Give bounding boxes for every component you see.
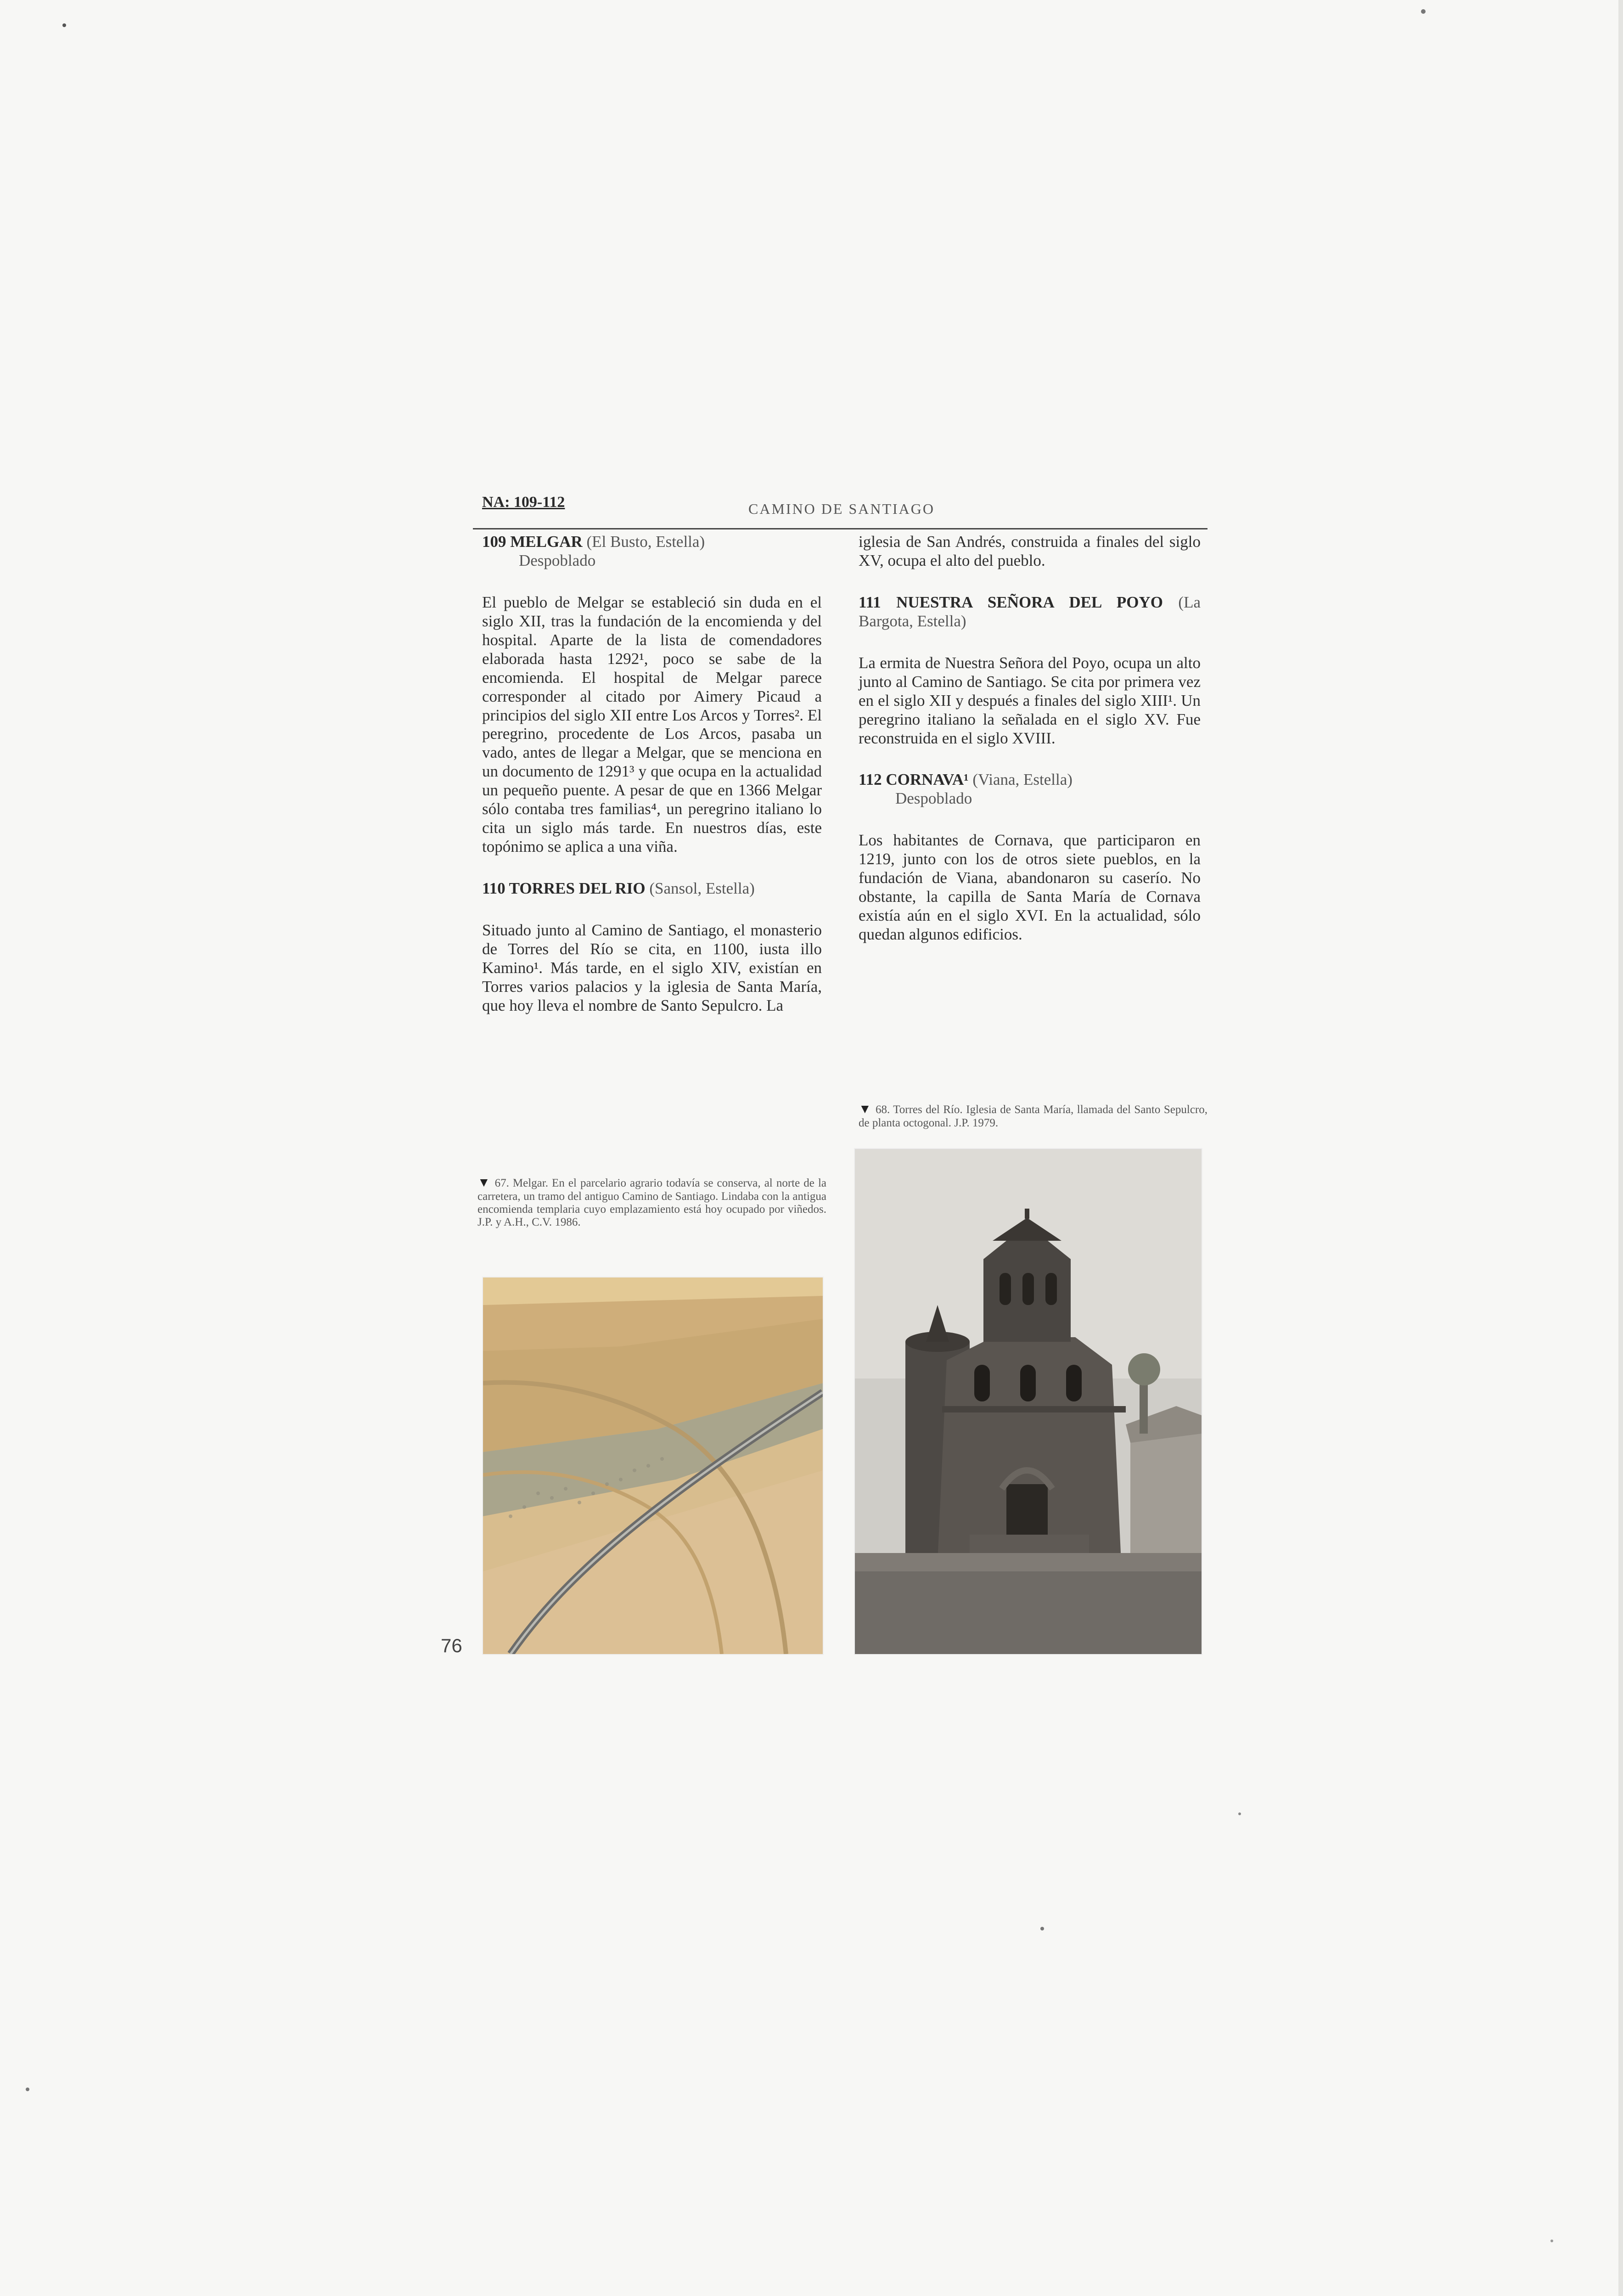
figure-67-caption	[477, 1176, 826, 1229]
entry-110-location: (Sansol, Estella)	[649, 879, 755, 897]
entry-109-body: El pueblo de Melgar se estableció sin duda en el siglo XII, tras la fundación de la encomienda y del hospital. Aparte de la lista de comendadores elaborada hasta 1292¹, poco se sabe de la encomienda. El hospital de Melgar parece corresponder al citado por Aimery Picaud a principios del siglo XII entre Los Arcos y Torres². El peregrino, procedente de Los Arcos, pasaba un vado, antes de llegar a Melgar, que se menciona en un documento de 1291³ y que ocupa en la actualidad un pequeño puente. A pesar de que en 1366 Melgar sólo contaba tres familias⁴, un peregrino italiano lo cita un siglo más tarde. En nuestros días, este topónimo se aplica a una viña.	[482, 593, 822, 856]
figure-67-caption-text: 67. Melgar. En el parcelario agrario todavía se conserva, al norte de la carretera, un tramo del antiguo Camino de Santiago. Lindaba con la antigua encomienda templaria cuyo emplazamiento está hoy ocupado por viñedos. J.P. y A.H., C.V. 1986.	[477, 1177, 827, 1229]
entry-109-subtitle: Despoblado	[519, 551, 596, 569]
aerial-farmland-photo	[482, 1277, 824, 1655]
running-title: CAMINO DE SANTIAGO	[748, 501, 935, 517]
entry-112-body: Los habitantes de Cornava, que participaron en 1219, junto con los de otros siete pueblos, en la fundación de Viana, abandonaron su caserío. No obstante, la capilla de Santa María de Cornava existía aún en el siglo XVI. En la actualidad, sólo quedan algunos edificios.	[859, 831, 1201, 943]
entry-110-heading	[482, 879, 822, 898]
entry-110-continuation: iglesia de San Andrés, construida a finales del siglo XV, ocupa el alto del pueblo.	[859, 533, 1201, 569]
entry-109-title: 109 MELGAR	[482, 533, 583, 551]
octagonal-church-photo	[854, 1148, 1202, 1655]
scan-edge	[1618, 0, 1623, 2296]
running-header	[473, 487, 1207, 529]
figure-68-caption-text: 68. Torres del Río. Iglesia de Santa María, llamada del Santo Sepulcro, de planta octogonal. J.P. 1979.	[859, 1103, 1207, 1129]
entry-112-title: 112 CORNAVA¹	[859, 771, 969, 789]
entry-112-heading	[859, 771, 1201, 808]
entry-112-location: (Viana, Estella)	[972, 771, 1073, 789]
entry-111-title: 111 NUESTRA SEÑORA DEL POYO	[859, 593, 1163, 611]
entry-112-subtitle: Despoblado	[895, 789, 972, 808]
caption-arrow-icon: ▼	[477, 1176, 491, 1190]
entry-110-body: Situado junto al Camino de Santiago, el monasterio de Torres del Río se cita, en 1100, iusta illo Kamino¹. Más tarde, en el siglo XIV, existían en Torres varios palacios y la iglesia de Santa María, que hoy lleva el nombre de Santo Sepulcro. La	[482, 921, 822, 1014]
entry-111-location: (La Bargota, Estella)	[859, 593, 1201, 630]
entry-109-heading	[482, 533, 822, 570]
caption-arrow-icon: ▼	[859, 1102, 872, 1116]
left-column	[482, 533, 822, 1038]
entry-111-body: La ermita de Nuestra Señora del Poyo, ocupa un alto junto al Camino de Santiago. Se cita por primera vez en el siglo XII y después a finales del siglo XIII¹. Un peregrino italiano la señalada en el siglo XV. Fue reconstruida en el siglo XVIII.	[859, 653, 1201, 747]
right-column	[859, 533, 1201, 967]
page-number: 76	[441, 1635, 462, 1656]
figure-68-caption	[859, 1102, 1207, 1130]
entry-110-title: 110 TORRES DEL RIO	[482, 879, 646, 897]
section-code: NA: 109-112	[482, 494, 565, 511]
entry-109-location: (El Busto, Estella)	[586, 533, 705, 551]
entry-111-heading	[859, 593, 1201, 631]
